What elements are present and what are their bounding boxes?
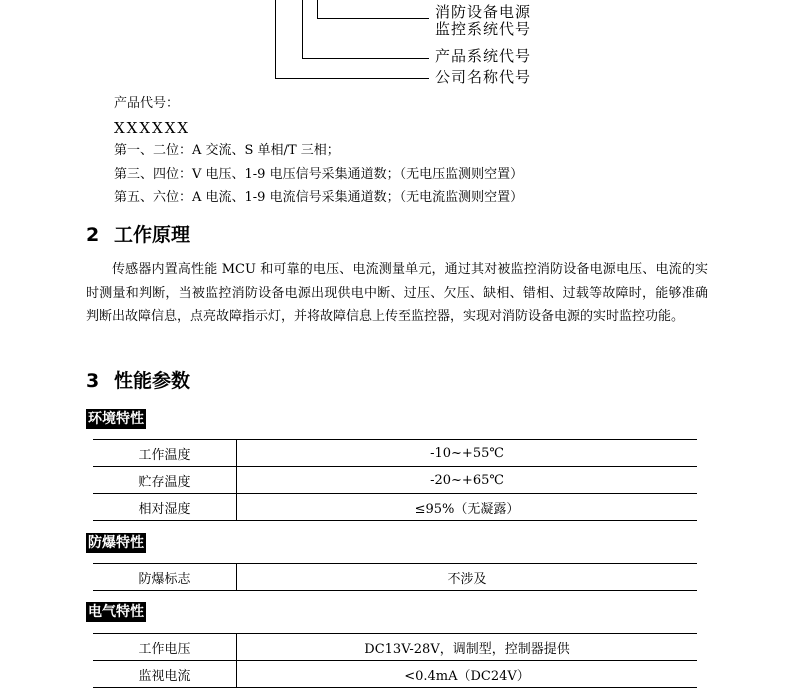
product-code-pattern: XXXXXX xyxy=(114,119,191,137)
table-row xyxy=(93,634,697,661)
table-row xyxy=(93,467,697,494)
electrical-section-tag: 电气特性 xyxy=(88,604,144,620)
electrical-key-2: 监视电流 xyxy=(93,661,237,688)
section-2-title: 工作原理 xyxy=(114,224,191,246)
table-row xyxy=(93,440,697,467)
explosion-key-1: 防爆标志 xyxy=(93,564,237,591)
product-code-title: 产品代号： xyxy=(114,96,180,111)
section-3-number: 3 xyxy=(86,370,100,392)
product-code-line-2: 第三、四位：V 电压、1-9 电压信号采集通道数；（无电压监测则空置） xyxy=(114,167,524,182)
tree-label-1: 消防设备电源 xyxy=(435,3,532,21)
section-3-heading xyxy=(86,366,190,393)
env-value-1: -10~+55℃ xyxy=(237,440,698,467)
product-code-line-1: 第一、二位：A 交流、S 单相/T 三相； xyxy=(114,143,340,158)
explosion-value-1: 不涉及 xyxy=(237,564,698,591)
tree-label-3: 产品系统代号 xyxy=(435,47,532,65)
explosion-section-tag: 防爆特性 xyxy=(88,535,144,551)
section-2-number: 2 xyxy=(86,224,100,246)
product-code-line-3: 第五、六位：A 电流、1-9 电流信号采集通道数；（无电流监测则空置） xyxy=(114,190,524,205)
env-key-1: 工作温度 xyxy=(93,440,237,467)
electrical-key-1: 工作电压 xyxy=(93,634,237,661)
tree-label-2: 监控系统代号 xyxy=(435,20,532,38)
env-value-3: ≤95%（无凝露） xyxy=(237,494,698,521)
table-row xyxy=(93,494,697,521)
tree-branch-3 xyxy=(275,0,276,78)
tree-branch-1 xyxy=(317,0,318,18)
env-table xyxy=(93,439,697,521)
tree-branch-2 xyxy=(302,0,303,58)
explosion-table xyxy=(93,563,697,591)
table-row xyxy=(93,661,697,688)
tree-leader-1 xyxy=(317,18,429,19)
tree-leader-3 xyxy=(275,78,429,79)
section-3-title: 性能参数 xyxy=(114,370,191,392)
table-row xyxy=(93,564,697,591)
env-key-3: 相对湿度 xyxy=(93,494,237,521)
tree-label-4: 公司名称代号 xyxy=(435,68,532,86)
section-2-paragraph: 传感器内置高性能 MCU 和可靠的电压、电流测量单元，通过其对被监控消防设备电源电压、电流的实时测量和判断，当被监控消防设备电源出现供电中断、过压、欠压、缺相、错相、过载等故障时，能够准确判断出故障信息，点亮故障指示灯，并将故障信息上传至监控器，实现对消防设备电源的实时监控功能。 xyxy=(86,262,708,324)
electrical-value-1: DC13V-28V，调制型，控制器提供 xyxy=(237,634,698,661)
tree-leader-2 xyxy=(302,58,429,59)
env-section-tag: 环境特性 xyxy=(88,411,144,427)
section-2-heading xyxy=(86,220,190,247)
electrical-value-2: <0.4mA（DC24V） xyxy=(237,661,698,688)
env-key-2: 贮存温度 xyxy=(93,467,237,494)
env-value-2: -20~+65℃ xyxy=(237,467,698,494)
